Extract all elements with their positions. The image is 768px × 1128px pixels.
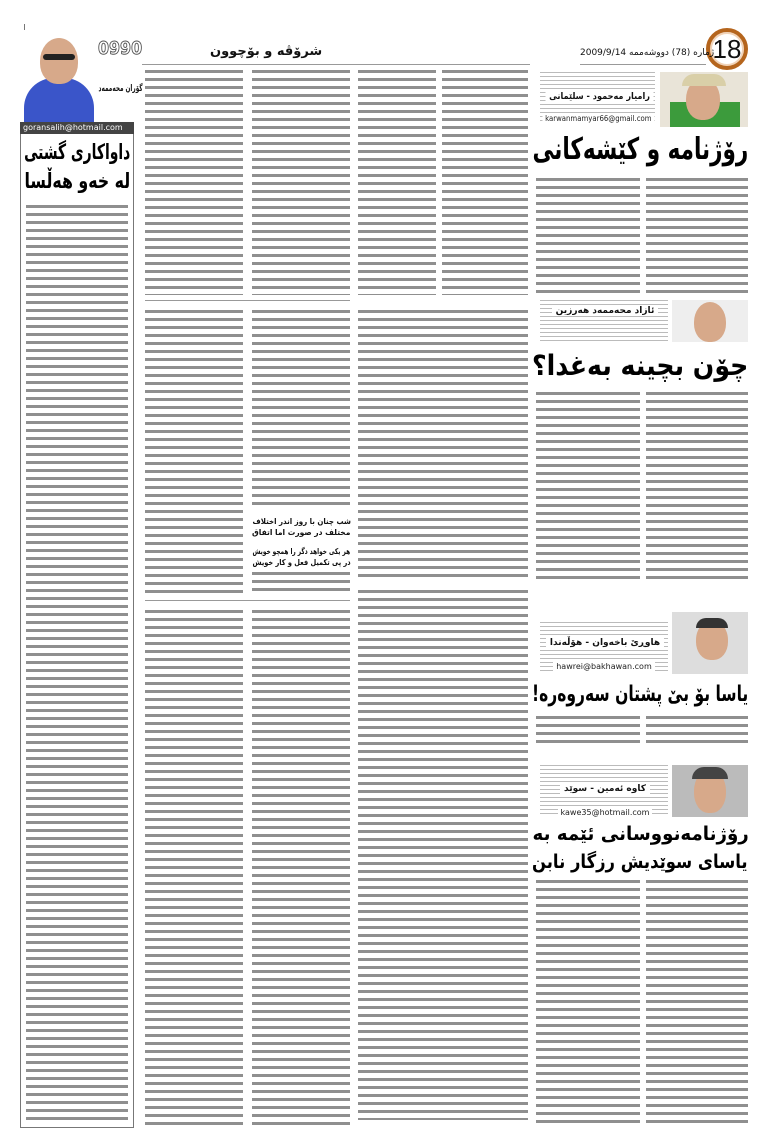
quote-line: در پی تکمیل فعل و کار خویش (252, 558, 351, 567)
headline-line: داواکاری گشتی (24, 140, 131, 164)
email-line (542, 106, 654, 125)
article-body (145, 70, 243, 295)
header-rule (580, 64, 706, 65)
article-body (252, 70, 350, 295)
byline (545, 298, 665, 317)
page-number-badge: 18 (706, 28, 748, 70)
issue-info: ژمارە (78) دووشەممە 2009/9/14 (580, 48, 715, 58)
author-photo (672, 300, 748, 342)
author-photo (672, 612, 748, 674)
article-body (536, 392, 640, 580)
section-title: شرۆڤە و بۆچوون (210, 44, 323, 59)
headline-text: چۆن بچینە بەغدا؟ (532, 349, 749, 382)
article-body (252, 610, 350, 1125)
article-body (536, 178, 640, 298)
article-body (646, 716, 748, 744)
byline (545, 776, 665, 795)
author-photo (660, 72, 748, 127)
article-body (252, 572, 350, 595)
author-name: رامیار مەحمود - سلێمانی (545, 92, 653, 102)
headline-text: رۆژنامە و کێشەکانی (531, 132, 748, 167)
article-body (26, 205, 128, 1123)
article-body (252, 310, 350, 508)
quote-line: شب چنان با روز اندر اختلاف (252, 517, 351, 526)
headline-line: لە خەو هەڵسا (23, 169, 130, 193)
article-body (646, 880, 748, 1125)
article-body (145, 310, 243, 595)
quote-line: هر یکی خواهد دگر را همچو خویش (251, 547, 350, 556)
logo: 0990 (98, 38, 143, 59)
email-line (545, 800, 665, 819)
article-body (646, 178, 748, 298)
article-body (536, 716, 640, 744)
article-body (536, 880, 640, 1125)
headline-line: رۆژنامەنووسانی ئێمە بە (532, 823, 749, 845)
headline (532, 678, 748, 712)
quote-line: مختلف در صورت اما اتفاق (252, 528, 351, 537)
poem-quote (252, 513, 350, 565)
headline (532, 820, 748, 876)
author-email: kawe35@hotmail.com (558, 808, 653, 817)
byline (545, 630, 665, 649)
divider (145, 300, 350, 301)
logo-box (98, 38, 142, 59)
headline (532, 128, 748, 172)
headline-text: یاسا بۆ بێ پشتان سەروەرە! (532, 682, 749, 707)
author-name: کاوە ئەمین - سوێد (560, 784, 650, 794)
author-email: goransalih@hotmail.com (20, 122, 134, 134)
article-body (442, 70, 528, 295)
headline (532, 345, 748, 387)
author-photo (672, 765, 748, 817)
author-name-box (98, 76, 142, 95)
author-email: hawrei@bakhawan.com (553, 662, 655, 671)
author-email: karwanmamyar66@gmail.com (542, 114, 654, 123)
headline (24, 138, 130, 196)
article-body (646, 392, 748, 580)
author-photo (20, 30, 98, 122)
article-body (145, 610, 243, 1125)
byline (545, 84, 653, 103)
article-body (358, 590, 528, 1120)
article-body (358, 70, 436, 295)
headline-line: یاسای سوێدیش رزگار نابن (531, 851, 748, 873)
header-rule-left (142, 64, 530, 65)
author-name: ئازاد محەممەد هەرزین (552, 306, 659, 316)
article-body (358, 310, 528, 580)
author-name: گۆران محەممەد (98, 84, 143, 94)
author-name: هاوڕێ باخەوان - هۆڵەندا (546, 638, 664, 648)
divider (145, 600, 350, 601)
email-line (542, 654, 666, 673)
